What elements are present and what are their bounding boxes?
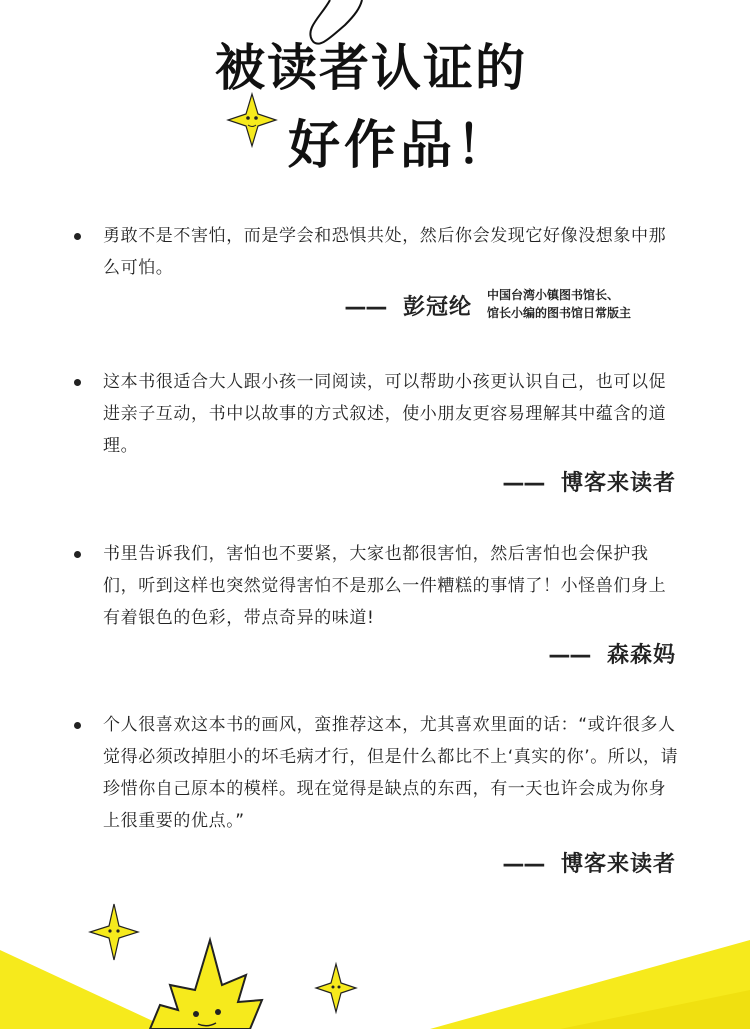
review-attribution [502, 847, 676, 878]
attribution-dash: —— [502, 471, 545, 496]
heading-line-1: 被读者认证的 [215, 39, 527, 97]
bullet-icon [74, 233, 81, 240]
review-author: 博客来读者 [560, 852, 676, 877]
review-author: 博客来读者 [560, 471, 676, 496]
page-heading [0, 0, 750, 180]
attribution-dash: —— [344, 295, 387, 320]
sparkle-star-icon [316, 964, 356, 1012]
light-beam-left [0, 950, 170, 1029]
attribution-dash: —— [502, 852, 545, 877]
heading-line-2: 好作品！ [288, 116, 513, 176]
review-quote: 勇敢不是不害怕，而是学会和恐惧共处，然后你会发现它好像没想象中那么可怕。 [103, 226, 667, 278]
author-note [487, 286, 631, 322]
author-note-line-2: 馆长小编的图书馆日常版主 [487, 306, 632, 320]
bullet-icon [74, 722, 81, 729]
review-author: 森森妈 [606, 643, 676, 668]
attribution-dash: —— [548, 643, 591, 668]
review-attribution [548, 638, 676, 669]
sparkle-star-icon [90, 904, 138, 960]
review-attribution [502, 466, 676, 497]
author-note-line-1: 中国台湾小镇图书馆长、 [487, 288, 620, 302]
review-quote: 书里告诉我们，害怕也不要紧，大家也都很害怕，然后害怕也会保护我们，听到这样也突然觉得害怕不是那么一件糟糕的事情了！小怪兽们身上有着银色的色彩，带点奇异的味道! [103, 544, 667, 628]
yellow-monster-illustration [150, 940, 262, 1029]
review-quote: 这本书很适合大人跟小孩一同阅读，可以帮助小孩更认识自己，也可以促进亲子互动，书中以故事的方式叙述，使小朋友更容易理解其中蕴含的道理。 [103, 372, 667, 456]
review-author: 彭冠纶 [402, 295, 472, 320]
review-attribution [344, 290, 472, 321]
review-quote: 个人很喜欢这本书的画风，蛮推荐这本，尤其喜欢里面的话：“或许很多人觉得必须改掉胆小的坏毛病才行，但是什么都比不上‘真实的你’。所以，请珍惜你自己原本的模样。现在觉得是缺点的东西，有一天也许会成为你身上很重要的优点。” [103, 715, 679, 831]
bullet-icon [74, 551, 81, 558]
bullet-icon [74, 379, 81, 386]
